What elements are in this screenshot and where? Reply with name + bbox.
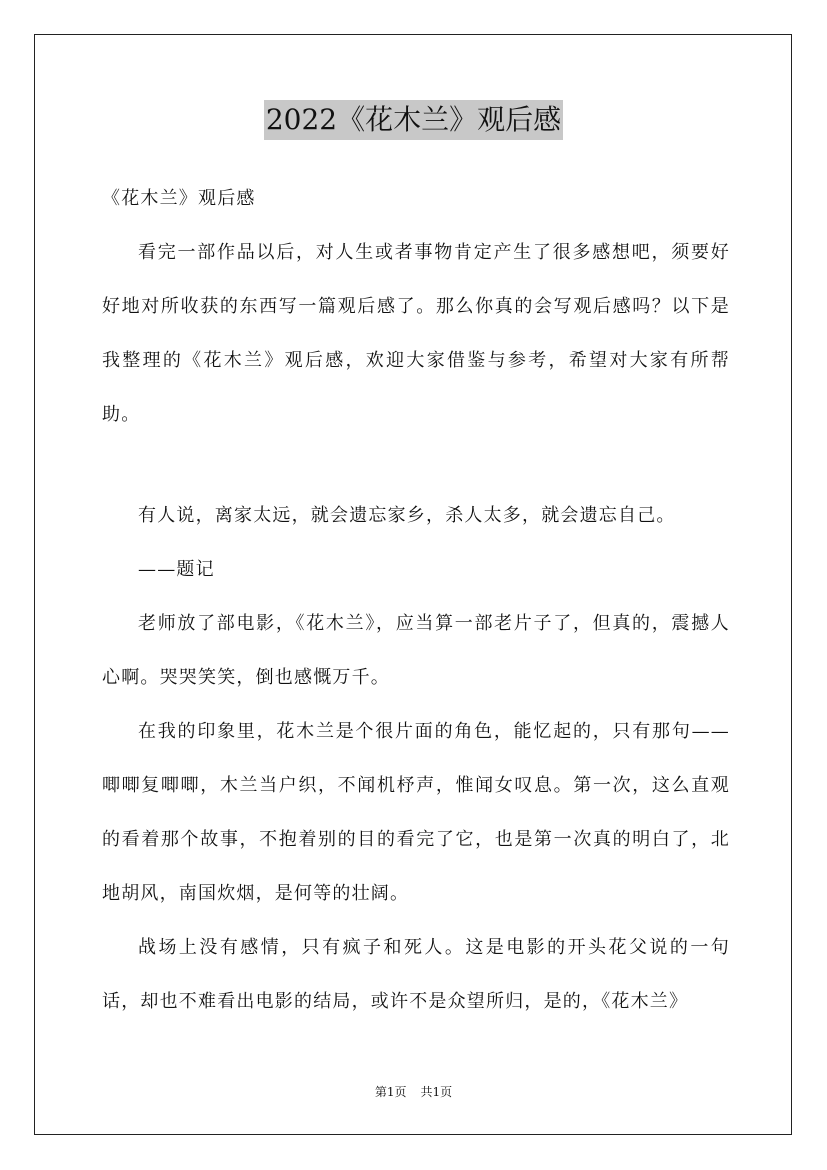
title-container — [0, 100, 827, 140]
subtitle: 《花木兰》观后感 — [102, 188, 256, 209]
quote-source: ——题记 — [138, 559, 215, 580]
intro-paragraph: 看完一部作品以后，对人生或者事物肯定产生了很多感想吧，须要好好地对所收获的东西写一篇观后感了。那么你真的会写观后感吗？以下是我整理的《花木兰》观后感，欢迎大家借鉴与参考，希望对大家有所帮助。 — [102, 242, 730, 425]
document-title: 2022《花木兰》观后感 — [264, 100, 563, 140]
document-body — [102, 172, 730, 1029]
quote-paragraph: 有人说，离家太远，就会遗忘家乡，杀人太多，就会遗忘自己。 — [138, 505, 676, 526]
page-footer — [0, 1082, 827, 1102]
paragraph-gap — [102, 442, 730, 489]
body-paragraph-1: 老师放了部电影，《花木兰》，应当算一部老片子了，但真的，震撼人心啊。哭哭笑笑，倒也感慨万千。 — [102, 613, 730, 688]
page-number: 第1页 — [374, 1085, 407, 1099]
body-paragraph-3: 战场上没有感情，只有疯子和死人。这是电影的开头花父说的一句话，却也不难看出电影的结局，或许不是众望所归，是的，《花木兰》 — [102, 937, 730, 1012]
page-total: 共1页 — [420, 1085, 453, 1099]
body-paragraph-2: 在我的印象里，花木兰是个很片面的角色，能忆起的，只有那句——唧唧复唧唧，木兰当户织，不闻机杼声，惟闻女叹息。第一次，这么直观的看着那个故事，不抱着别的目的看完了它，也是第一次真的明白了，北地胡风，南国炊烟，是何等的壮阔。 — [102, 721, 730, 904]
